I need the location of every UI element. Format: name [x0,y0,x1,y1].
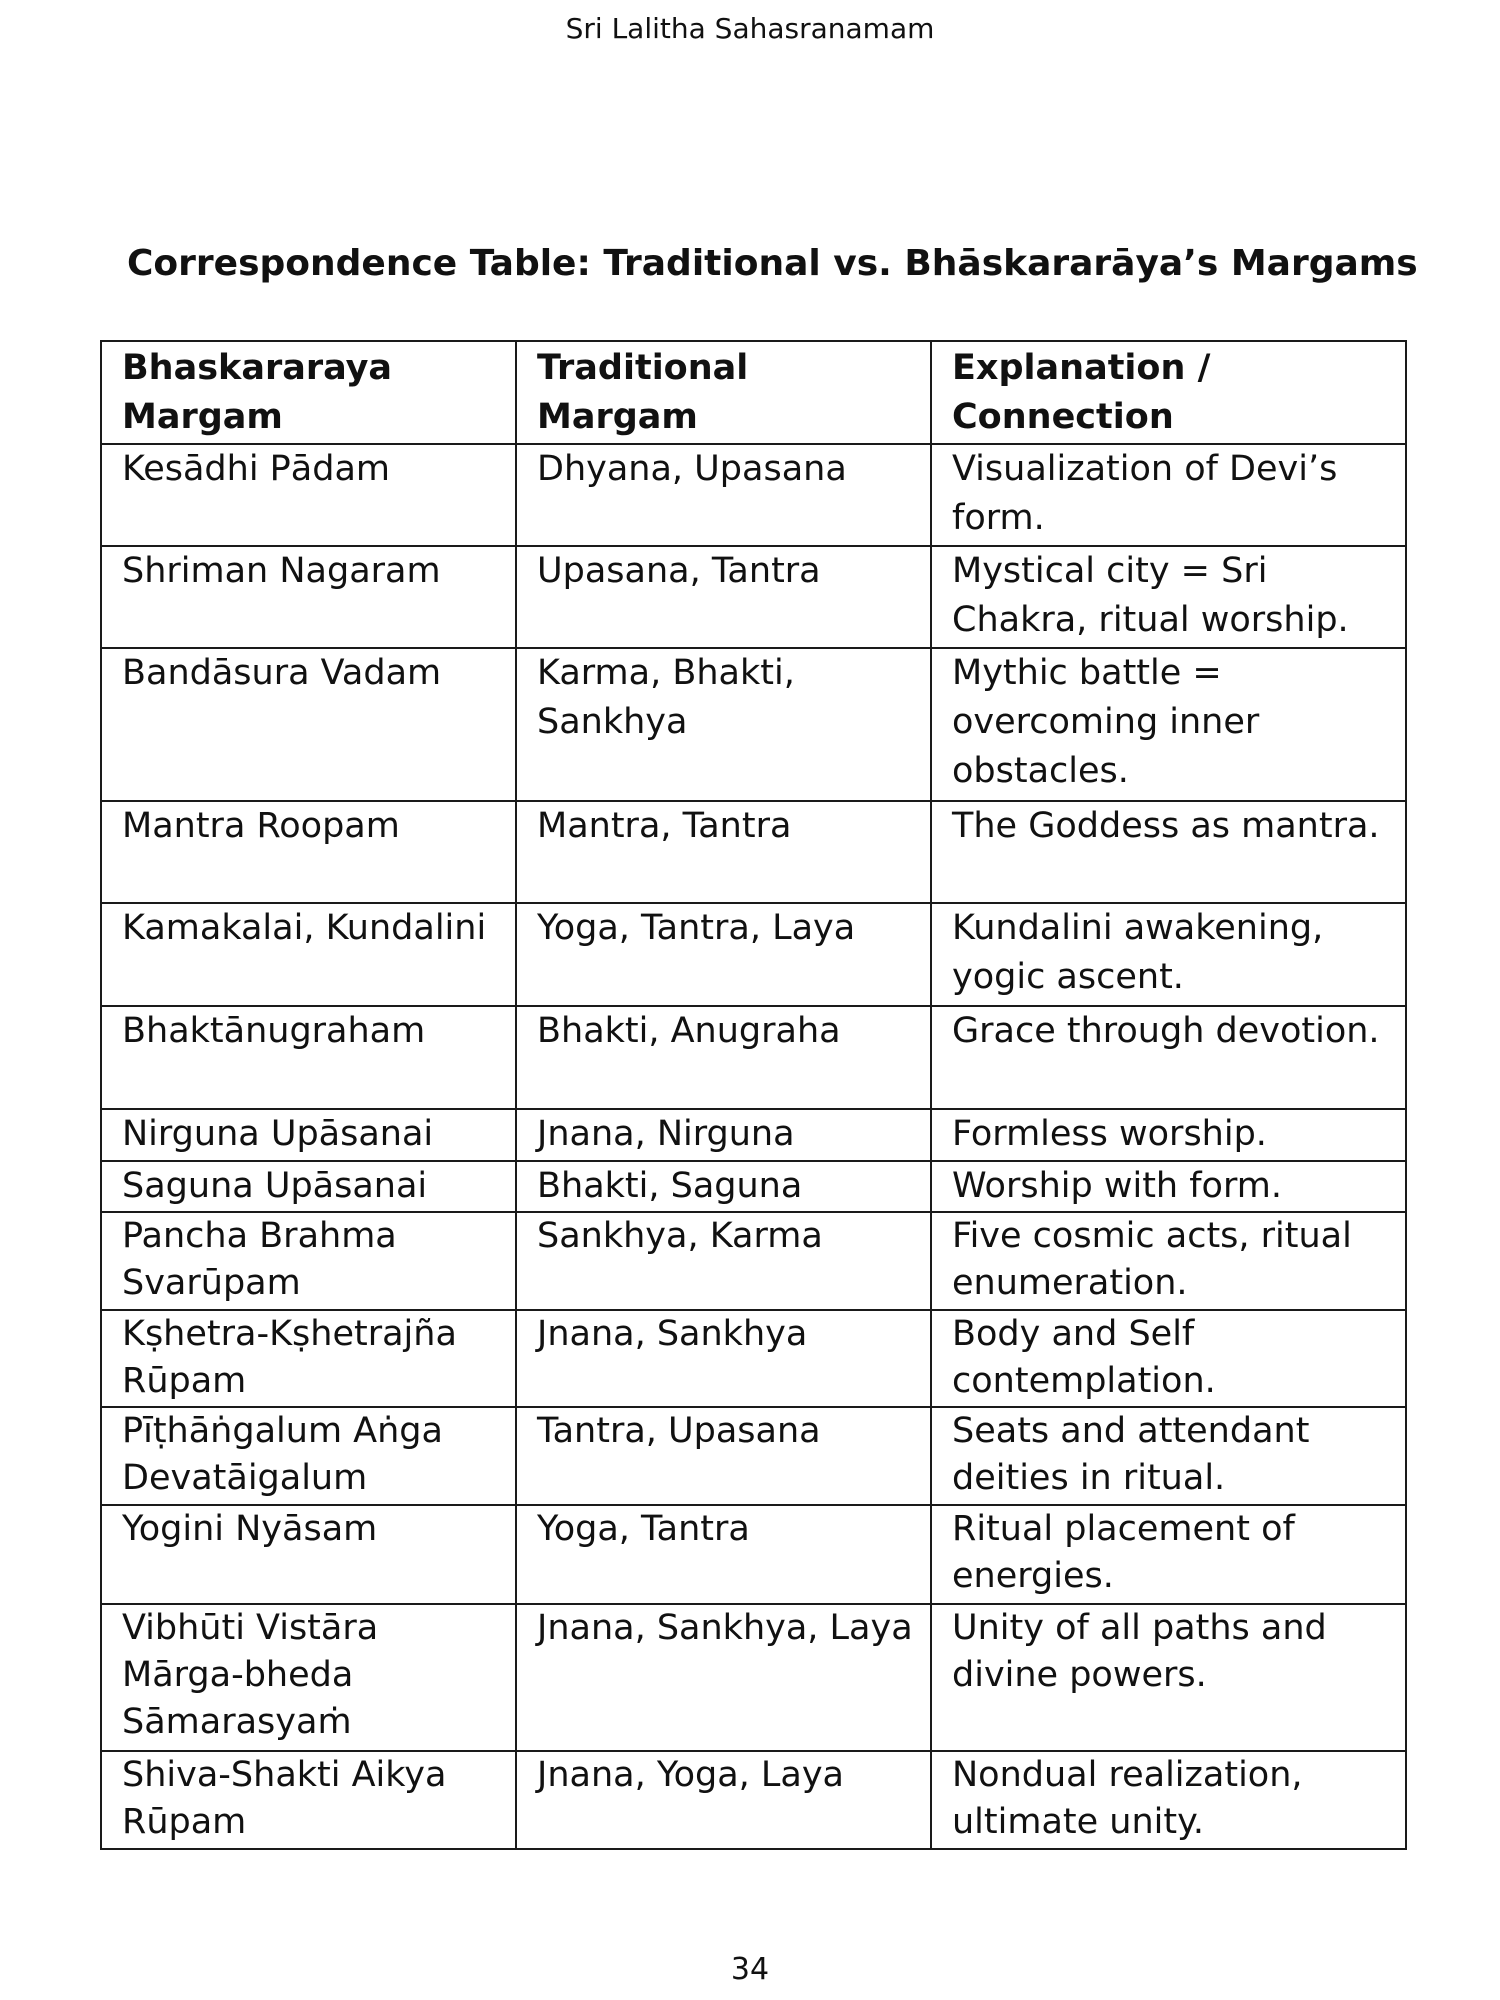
cell-bhaskararaya-margam: Kṣhetra-Kṣhetrajña Rūpam [101,1310,516,1407]
cell-explanation: Seats and attendant deities in ritual. [931,1407,1406,1505]
table-header-row [101,341,1406,444]
cell-traditional-margam: Mantra, Tantra [516,801,931,903]
cell-traditional-margam: Jnana, Nirguna [516,1109,931,1161]
cell-bhaskararaya-margam: Yogini Nyāsam [101,1505,516,1604]
cell-explanation: Ritual placement of energies. [931,1505,1406,1604]
column-header-explanation: Explanation / Connection [931,341,1406,444]
cell-bhaskararaya-margam: Nirguna Upāsanai [101,1109,516,1161]
cell-explanation: The Goddess as mantra. [931,801,1406,903]
correspondence-table [100,340,1407,1850]
cell-traditional-margam: Bhakti, Saguna [516,1161,931,1212]
table-row [101,1407,1406,1505]
cell-traditional-margam: Tantra, Upasana [516,1407,931,1505]
cell-explanation: Mythic battle = overcoming inner obstacles. [931,648,1406,801]
table-row [101,648,1406,801]
cell-traditional-margam: Yoga, Tantra [516,1505,931,1604]
table-row [101,801,1406,903]
cell-bhaskararaya-margam: Mantra Roopam [101,801,516,903]
table-row [101,1109,1406,1161]
cell-traditional-margam: Sankhya, Karma [516,1212,931,1310]
cell-explanation: Nondual realization, ultimate unity. [931,1751,1406,1849]
table-row [101,903,1406,1006]
cell-traditional-margam: Bhakti, Anugraha [516,1006,931,1109]
cell-explanation: Five cosmic acts, ritual enumeration. [931,1212,1406,1310]
cell-bhaskararaya-margam: Bhaktānugraham [101,1006,516,1109]
table-row [101,1161,1406,1212]
table-row [101,1604,1406,1751]
cell-traditional-margam: Jnana, Sankhya, Laya [516,1604,931,1751]
cell-bhaskararaya-margam: Saguna Upāsanai [101,1161,516,1212]
cell-bhaskararaya-margam: Vibhūti Vistāra Mārga-bheda Sāmarasyaṁ [101,1604,516,1751]
cell-explanation: Mystical city = Sri Chakra, ritual worship. [931,546,1406,648]
column-header-bhaskararaya: Bhaskararaya Margam [101,341,516,444]
table-header [101,341,1406,444]
correspondence-table-container [100,340,1405,1850]
cell-explanation: Body and Self contemplation. [931,1310,1406,1407]
cell-traditional-margam: Dhyana, Upasana [516,444,931,546]
cell-explanation: Worship with form. [931,1161,1406,1212]
table-row [101,1310,1406,1407]
cell-bhaskararaya-margam: Kesādhi Pādam [101,444,516,546]
cell-explanation: Kundalini awakening, yogic ascent. [931,903,1406,1006]
cell-bhaskararaya-margam: Pancha Brahma Svarūpam [101,1212,516,1310]
cell-traditional-margam: Upasana, Tantra [516,546,931,648]
cell-traditional-margam: Yoga, Tantra, Laya [516,903,931,1006]
cell-traditional-margam: Jnana, Yoga, Laya [516,1751,931,1849]
table-row [101,444,1406,546]
cell-explanation: Grace through devotion. [931,1006,1406,1109]
cell-explanation: Formless worship. [931,1109,1406,1161]
cell-bhaskararaya-margam: Bandāsura Vadam [101,648,516,801]
table-row [101,1212,1406,1310]
cell-bhaskararaya-margam: Shriman Nagaram [101,546,516,648]
page-number: 34 [730,1952,770,1987]
column-header-traditional: Traditional Margam [516,341,931,444]
cell-bhaskararaya-margam: Pīṭhāṅgalum Aṅga Devatāigalum [101,1407,516,1505]
table-row [101,1006,1406,1109]
running-header: Sri Lalitha Sahasranamam [565,12,935,45]
table-title: Correspondence Table: Traditional vs. Bhāskararāya’s Margams [127,243,1418,284]
cell-explanation: Visualization of Devi’s form. [931,444,1406,546]
cell-bhaskararaya-margam: Kamakalai, Kundalini [101,903,516,1006]
cell-bhaskararaya-margam: Shiva-Shakti Aikya Rūpam [101,1751,516,1849]
table-row [101,1505,1406,1604]
table-body [101,444,1406,1849]
cell-explanation: Unity of all paths and divine powers. [931,1604,1406,1751]
cell-traditional-margam: Jnana, Sankhya [516,1310,931,1407]
table-row [101,1751,1406,1849]
table-row [101,546,1406,648]
cell-traditional-margam: Karma, Bhakti, Sankhya [516,648,931,801]
